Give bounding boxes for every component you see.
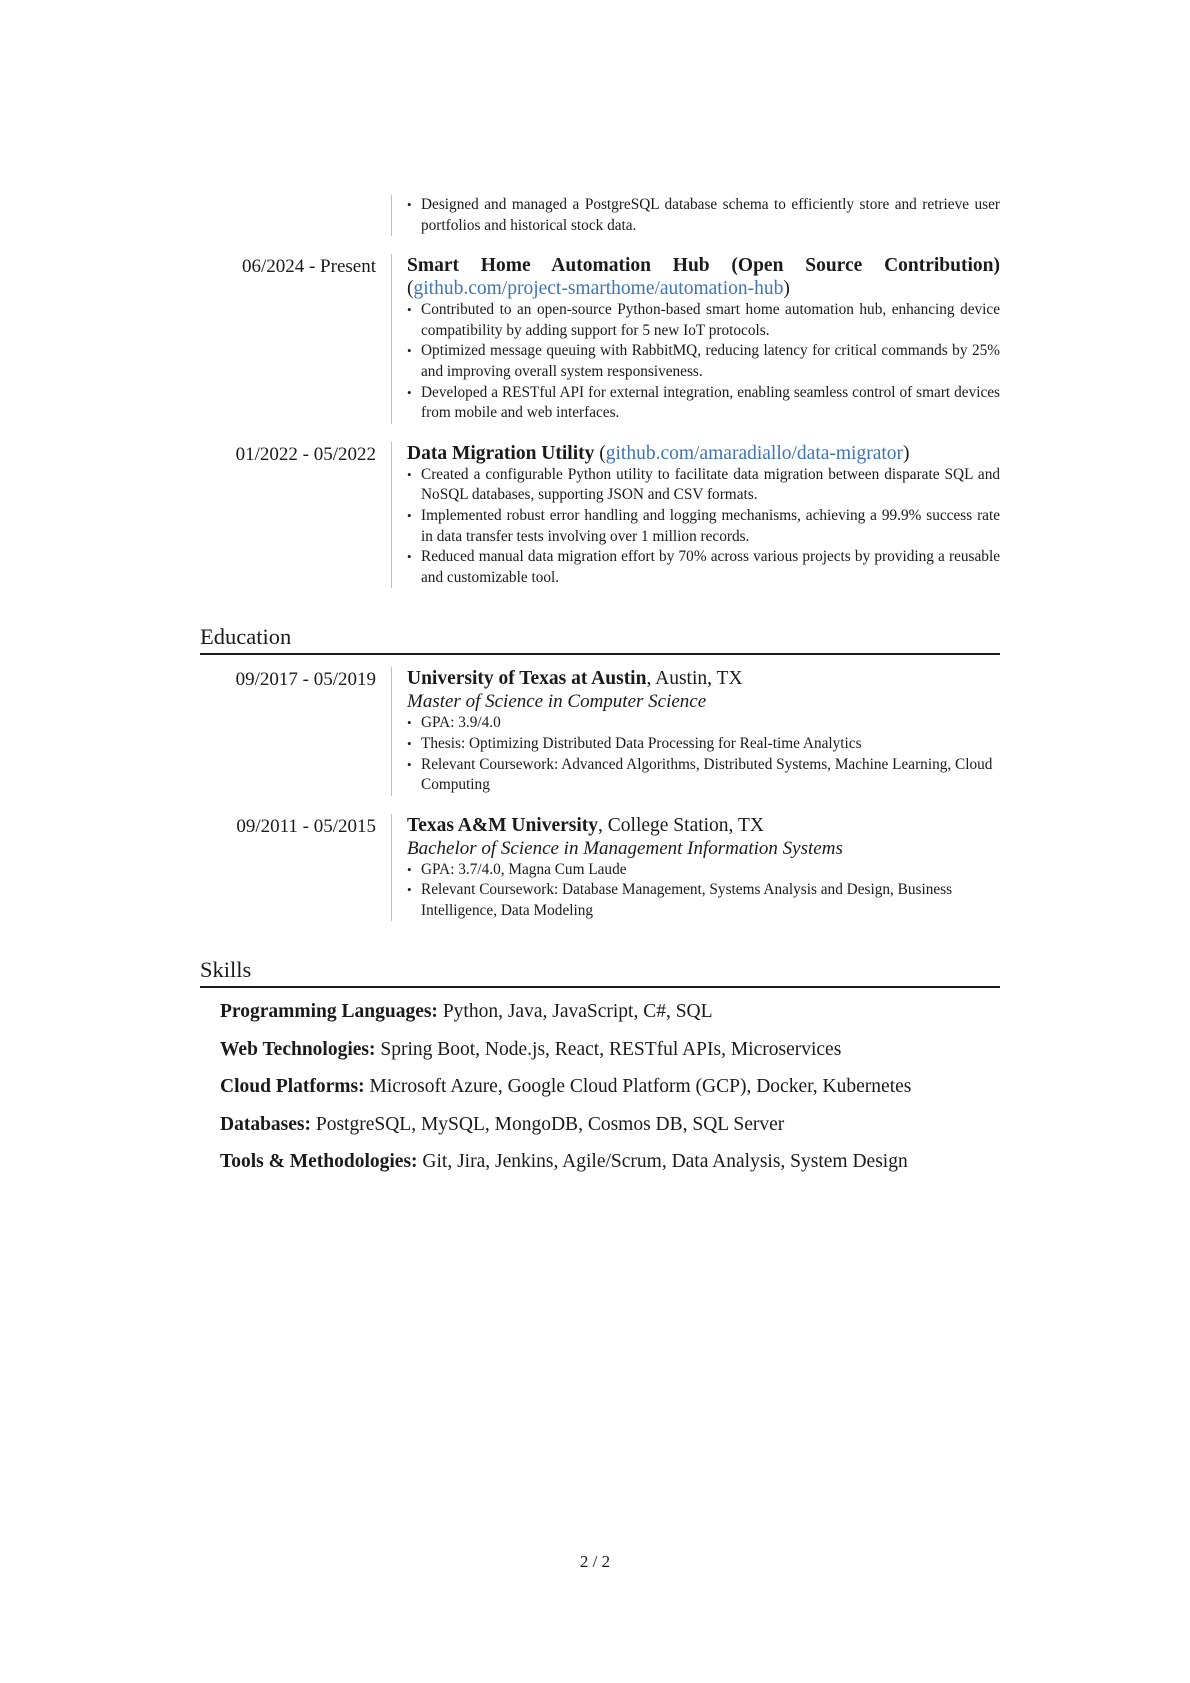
project-title-line <box>407 254 1000 277</box>
skill-label: Tools & Methodologies: <box>220 1151 418 1173</box>
bullet-item: • Developed a RESTful API for external integration, enabling seamless control of smart devices from mobile and web interfaces. <box>407 383 1000 424</box>
skill-label: Databases: <box>220 1113 311 1135</box>
skill-label: Programming Languages: <box>220 1001 438 1023</box>
bullet-item: • Designed and managed a PostgreSQL database schema to efficiently store and retrieve user portfolios and historical stock data. <box>407 195 1000 236</box>
project-link[interactable]: github.com/project-smarthome/automation-hub <box>413 278 784 300</box>
bullet-item: • Implemented robust error handling and logging mechanisms, achieving a 99.9% success rate in data transfer tests involving over 1 million records. <box>407 506 1000 547</box>
skill-value: Spring Boot, Node.js, React, RESTful APIs, Microservices <box>375 1038 842 1060</box>
project-title: Smart Home Automation Hub (Open Source Contribution) <box>407 255 1000 277</box>
project-date: 01/2022 - 05/2022 <box>235 443 376 465</box>
skill-value: Microsoft Azure, Google Cloud Platform (GCP), Docker, Kubernetes <box>364 1076 912 1098</box>
page-number: 2 / 2 <box>579 1552 611 1571</box>
entry-divider <box>391 667 392 795</box>
school-location: , Austin, TX <box>646 668 743 690</box>
skill-value: Python, Java, JavaScript, C#, SQL <box>437 1001 713 1023</box>
bullet-item: • Thesis: Optimizing Distributed Data Processing for Real-time Analytics <box>407 734 1000 755</box>
bullet-list <box>407 300 1000 424</box>
skill-value: PostgreSQL, MySQL, MongoDB, Cosmos DB, SQL Server <box>311 1113 785 1135</box>
skill-row <box>220 1075 1000 1098</box>
project-entry <box>200 442 1000 589</box>
education-entry <box>200 814 1000 922</box>
degree: Bachelor of Science in Management Information Systems <box>407 837 843 859</box>
section-heading-skills: Skills <box>200 957 1000 988</box>
skill-value: Git, Jira, Jenkins, Agile/Scrum, Data Analysis, System Design <box>417 1151 908 1173</box>
bullet-item: • Optimized message queuing with RabbitMQ, reducing latency for critical commands by 25% and improving overall system responsiveness. <box>407 341 1000 382</box>
bullet-item: • GPA: 3.9/4.0 <box>407 713 1000 734</box>
school-name: Texas A&M University <box>407 814 599 836</box>
skill-label: Cloud Platforms: <box>220 1076 365 1098</box>
bullet-item: • Relevant Coursework: Database Management, Systems Analysis and Design, Business Intelligence, Data Modeling <box>407 880 1000 921</box>
entry-divider <box>391 814 392 922</box>
project-date <box>200 195 376 236</box>
project-link[interactable]: github.com/amaradiallo/data-migrator <box>605 442 904 464</box>
education-entry <box>200 667 1000 795</box>
skill-row <box>220 1150 1000 1173</box>
bullet-item: • Created a configurable Python utility to facilitate data migration between disparate SQL and NoSQL databases, supporting JSON and CSV formats. <box>407 465 1000 506</box>
section-heading-education: Education <box>200 624 1000 655</box>
entry-divider <box>391 195 392 236</box>
project-title-line: Data Migration Utility (github.com/amaradiallo/data-migrator) <box>407 442 910 464</box>
bullet-list <box>407 860 1000 922</box>
skill-row <box>220 1000 1000 1023</box>
bullet-list <box>407 465 1000 589</box>
bullet-item: • Relevant Coursework: Advanced Algorithms, Distributed Systems, Machine Learning, Cloud Computing <box>407 755 1000 796</box>
entry-divider <box>391 442 392 589</box>
bullet-list <box>407 195 1000 236</box>
project-date: 06/2024 - Present <box>241 256 376 278</box>
school-name: University of Texas at Austin <box>407 668 647 690</box>
bullet-item: • Reduced manual data migration effort by 70% across various projects by providing a reusable and customizable tool. <box>407 547 1000 588</box>
skill-label: Web Technologies: <box>220 1038 376 1060</box>
bullet-item: • Contributed to an open-source Python-based smart home automation hub, enhancing device compatibility by adding support for 5 new IoT protocols. <box>407 300 1000 341</box>
bullet-item: • GPA: 3.7/4.0, Magna Cum Laude <box>407 860 1000 881</box>
skill-row <box>220 1113 1000 1136</box>
skill-row <box>220 1038 1000 1061</box>
education-date: 09/2017 - 05/2019 <box>235 669 376 691</box>
degree: Master of Science in Computer Science <box>407 691 707 713</box>
project-entry <box>200 195 1000 236</box>
project-entry: 06/2024 - Present Smart Home Automation Hub (Open Source Contribution) (github.com/project-smarthome/automation-hub) • Contributed to an open-source Python-based smart home automation hub, enhancing device compatibility by adding support for 5 new IoT protocols. • Optimized message queuing with RabbitMQ, reducing latency for critical commands by 25% and improving overall system responsiveness. • Developed a RESTful API for external integration, enabling seamless control of smart devices from mobile and web interfaces. <box>200 254 1000 424</box>
entry-divider <box>391 254 392 424</box>
resume-page <box>200 195 1000 1188</box>
bullet-list <box>407 713 1000 795</box>
project-title: Data Migration Utility <box>407 442 595 464</box>
education-date: 09/2011 - 05/2015 <box>236 815 376 837</box>
skills-list <box>200 1000 1000 1173</box>
school-location: , College Station, TX <box>598 814 764 836</box>
